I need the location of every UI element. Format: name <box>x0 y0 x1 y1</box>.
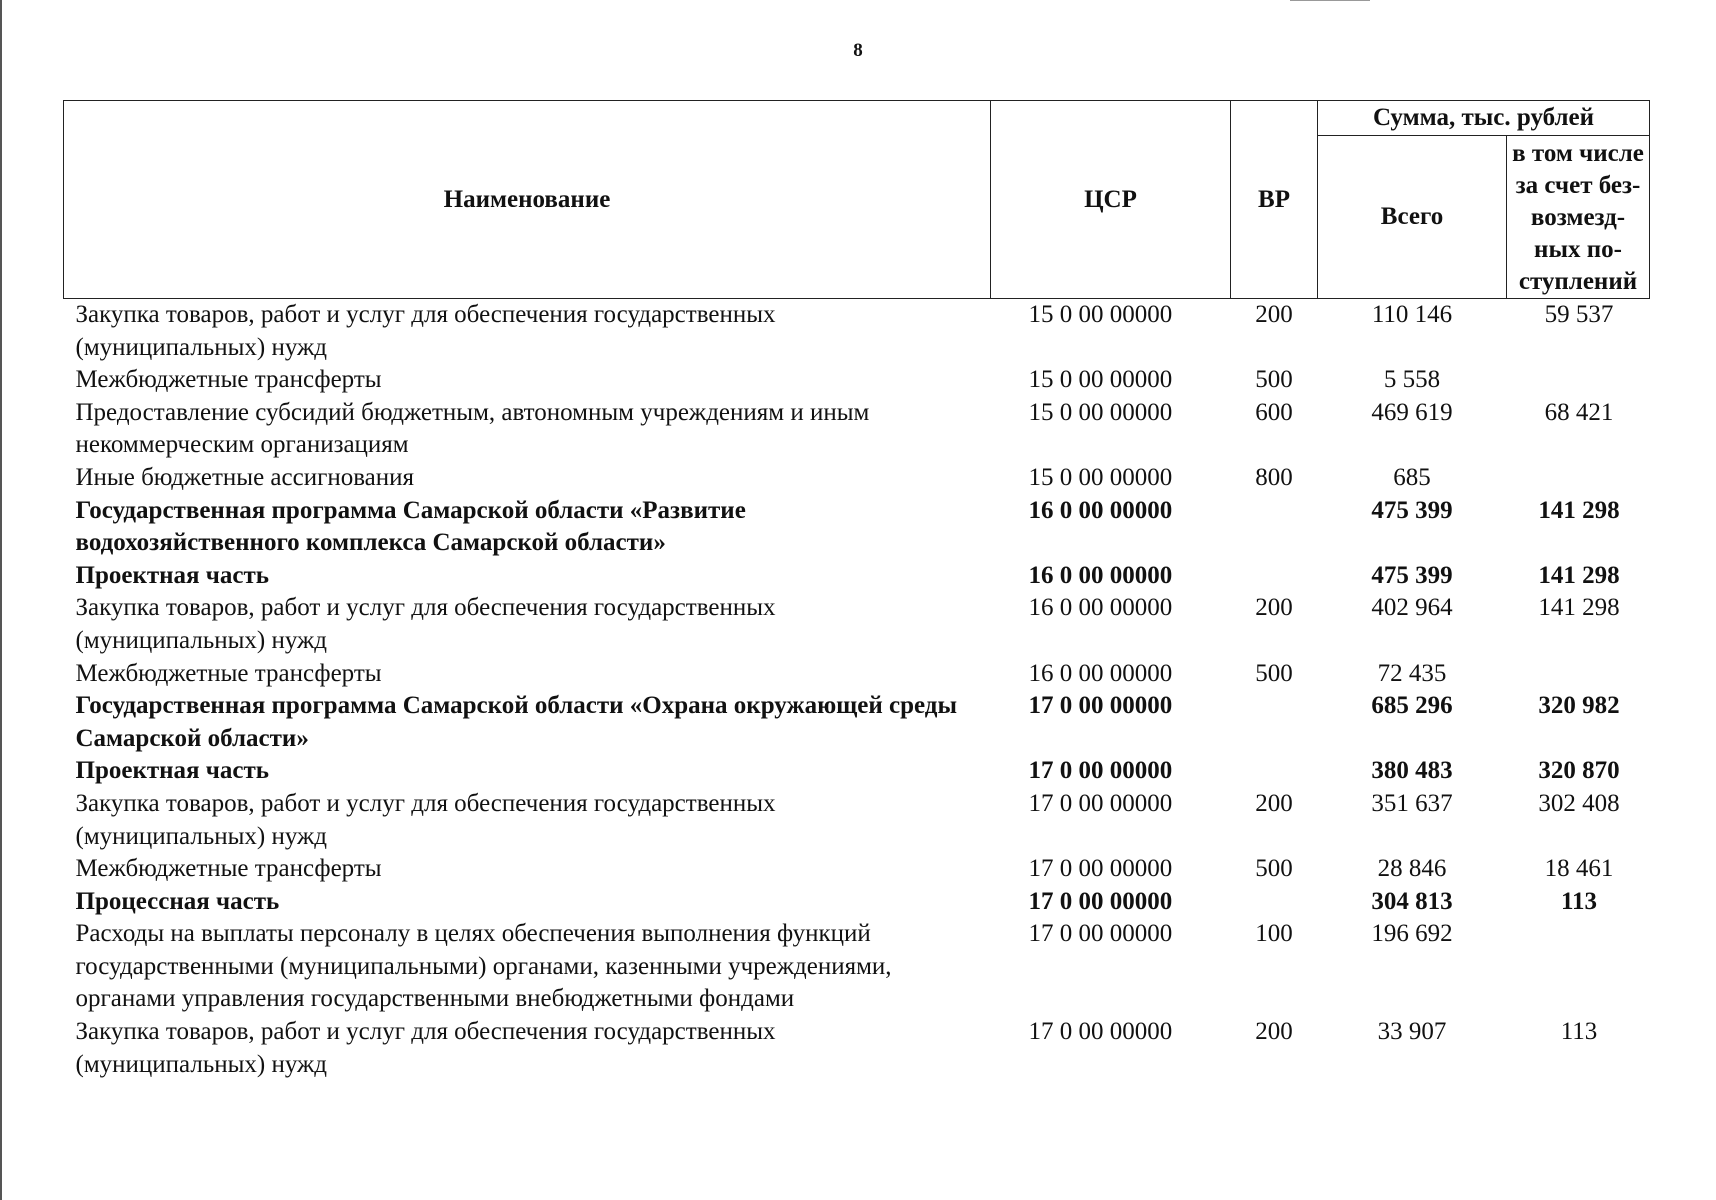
table-row <box>64 658 1650 691</box>
row-vr: 800 <box>1255 463 1293 491</box>
row-free-receipts: 302 408 <box>1538 789 1620 817</box>
row-name: Межбюджетные трансферты <box>75 366 382 394</box>
row-csr: 15 0 00 00000 <box>1028 366 1173 394</box>
header-name: Наименование <box>64 101 991 299</box>
header-total: Всего <box>1318 136 1507 299</box>
table-row <box>64 755 1650 788</box>
row-vr: 500 <box>1255 855 1293 883</box>
row-vr <box>1231 495 1318 560</box>
row-name: Расходы на выплаты персоналу в целях обеспечения выполнения функций государственными (муниципальными) органами, казенными учреждениями, органами управления государственными внебюджетными фондами <box>75 920 892 1013</box>
row-name: Закупка товаров, работ и услуг для обеспечения государственных (муниципальных) нужд <box>75 301 776 361</box>
row-csr: 16 0 00 00000 <box>1028 659 1173 687</box>
table-row <box>64 918 1650 1016</box>
row-vr: 600 <box>1255 398 1293 426</box>
row-total: 5 558 <box>1383 366 1441 394</box>
row-name: Иные бюджетные ассигнования <box>75 463 415 491</box>
row-name: Закупка товаров, работ и услуг для обеспечения государственных (муниципальных) нужд <box>75 594 776 654</box>
row-csr: 17 0 00 00000 <box>1028 1018 1173 1046</box>
row-free-receipts: 59 537 <box>1544 301 1614 328</box>
row-total: 469 619 <box>1371 398 1453 426</box>
row-free-receipts: 141 298 <box>1538 496 1620 524</box>
row-csr: 15 0 00 00000 <box>1028 398 1173 426</box>
header-free-line: возмезд- <box>1530 204 1626 231</box>
row-free-receipts: 320 982 <box>1538 692 1620 720</box>
row-csr: 17 0 00 00000 <box>1028 920 1173 948</box>
row-total: 33 907 <box>1377 1018 1447 1046</box>
table-row <box>64 397 1650 462</box>
row-free-receipts: 18 461 <box>1544 855 1614 883</box>
row-vr: 200 <box>1255 789 1293 817</box>
header-vr: ВР <box>1231 101 1318 299</box>
row-vr <box>1231 560 1318 593</box>
row-total: 110 146 <box>1371 301 1453 328</box>
header-free-line: в том числе <box>1512 140 1644 167</box>
row-csr: 17 0 00 00000 <box>1028 887 1173 915</box>
table-header <box>64 101 1650 299</box>
row-total: 28 846 <box>1377 855 1447 883</box>
header-free-receipts <box>1507 136 1650 299</box>
table-row <box>64 299 1650 365</box>
table-row <box>64 886 1650 919</box>
row-free-receipts <box>1507 462 1650 495</box>
table-body <box>64 299 1650 1082</box>
row-total: 685 296 <box>1371 692 1453 720</box>
row-csr: 17 0 00 00000 <box>1028 757 1173 785</box>
row-name: Предоставление субсидий бюджетным, автономным учреждениям и иным некоммерческим организациям <box>75 398 870 459</box>
row-total: 304 813 <box>1371 887 1453 915</box>
row-csr: 16 0 00 00000 <box>1028 496 1173 524</box>
row-csr: 15 0 00 00000 <box>1028 301 1173 328</box>
row-free-receipts: 320 870 <box>1538 757 1620 785</box>
row-name: Проектная часть <box>75 561 270 589</box>
row-vr: 100 <box>1255 920 1293 948</box>
row-csr: 17 0 00 00000 <box>1028 855 1173 883</box>
table-row <box>64 560 1650 593</box>
table-row <box>64 495 1650 560</box>
row-free-receipts <box>1507 658 1650 691</box>
row-vr: 500 <box>1255 366 1293 394</box>
row-vr <box>1231 886 1318 919</box>
row-free-receipts: 113 <box>1560 1018 1598 1046</box>
row-name: Государственная программа Самарской области «Развитие водохозяйственного комплекса Самарской области» <box>75 496 746 557</box>
row-free-receipts: 68 421 <box>1544 398 1614 426</box>
row-name: Процессная часть <box>75 887 280 915</box>
row-csr: 17 0 00 00000 <box>1028 692 1173 720</box>
table-row <box>64 1016 1650 1081</box>
row-total: 475 399 <box>1371 561 1453 589</box>
row-csr: 16 0 00 00000 <box>1028 594 1173 622</box>
row-total: 402 964 <box>1371 594 1453 622</box>
header-free-line: ных по- <box>1534 236 1622 263</box>
table-row <box>64 788 1650 853</box>
row-vr <box>1231 690 1318 755</box>
page-number: 8 <box>853 40 863 61</box>
row-vr: 200 <box>1255 594 1293 622</box>
row-name: Государственная программа Самарской области «Охрана окружающей среды Самарской области» <box>75 692 957 752</box>
row-vr <box>1231 755 1318 788</box>
row-total: 475 399 <box>1371 496 1453 524</box>
row-free-receipts: 113 <box>1560 887 1598 915</box>
page-left-edge <box>0 0 2 1200</box>
row-free-receipts <box>1507 918 1650 1016</box>
row-name: Межбюджетные трансферты <box>75 659 382 687</box>
row-csr: 17 0 00 00000 <box>1028 789 1173 817</box>
row-name: Межбюджетные трансферты <box>75 855 382 883</box>
scan-artifact-line <box>1290 0 1370 1</box>
row-name: Проектная часть <box>75 757 270 785</box>
row-total: 380 483 <box>1371 757 1453 785</box>
header-sum: Сумма, тыс. рублей <box>1318 101 1650 136</box>
row-free-receipts: 141 298 <box>1538 561 1620 589</box>
row-csr: 16 0 00 00000 <box>1028 561 1173 589</box>
row-vr: 200 <box>1255 1018 1293 1046</box>
row-name: Закупка товаров, работ и услуг для обеспечения государственных (муниципальных) нужд <box>75 1018 776 1078</box>
row-vr: 200 <box>1255 301 1293 328</box>
row-free-receipts: 141 298 <box>1538 594 1620 622</box>
row-total: 196 692 <box>1371 920 1453 948</box>
table-row <box>64 853 1650 886</box>
row-csr: 15 0 00 00000 <box>1028 463 1173 491</box>
row-total: 72 435 <box>1377 659 1447 687</box>
budget-table <box>63 100 1650 1081</box>
row-vr: 500 <box>1255 659 1293 687</box>
header-free-line: за счет без- <box>1515 172 1641 199</box>
table-row <box>64 690 1650 755</box>
table-row <box>64 592 1650 657</box>
row-name: Закупка товаров, работ и услуг для обеспечения государственных (муниципальных) нужд <box>75 789 776 850</box>
table-row <box>64 462 1650 495</box>
row-total: 351 637 <box>1371 789 1453 817</box>
table-row <box>64 364 1650 397</box>
row-total: 685 <box>1393 463 1431 491</box>
row-free-receipts <box>1507 364 1650 397</box>
header-csr: ЦСР <box>991 101 1231 299</box>
header-free-line: ступлений <box>1518 268 1638 295</box>
